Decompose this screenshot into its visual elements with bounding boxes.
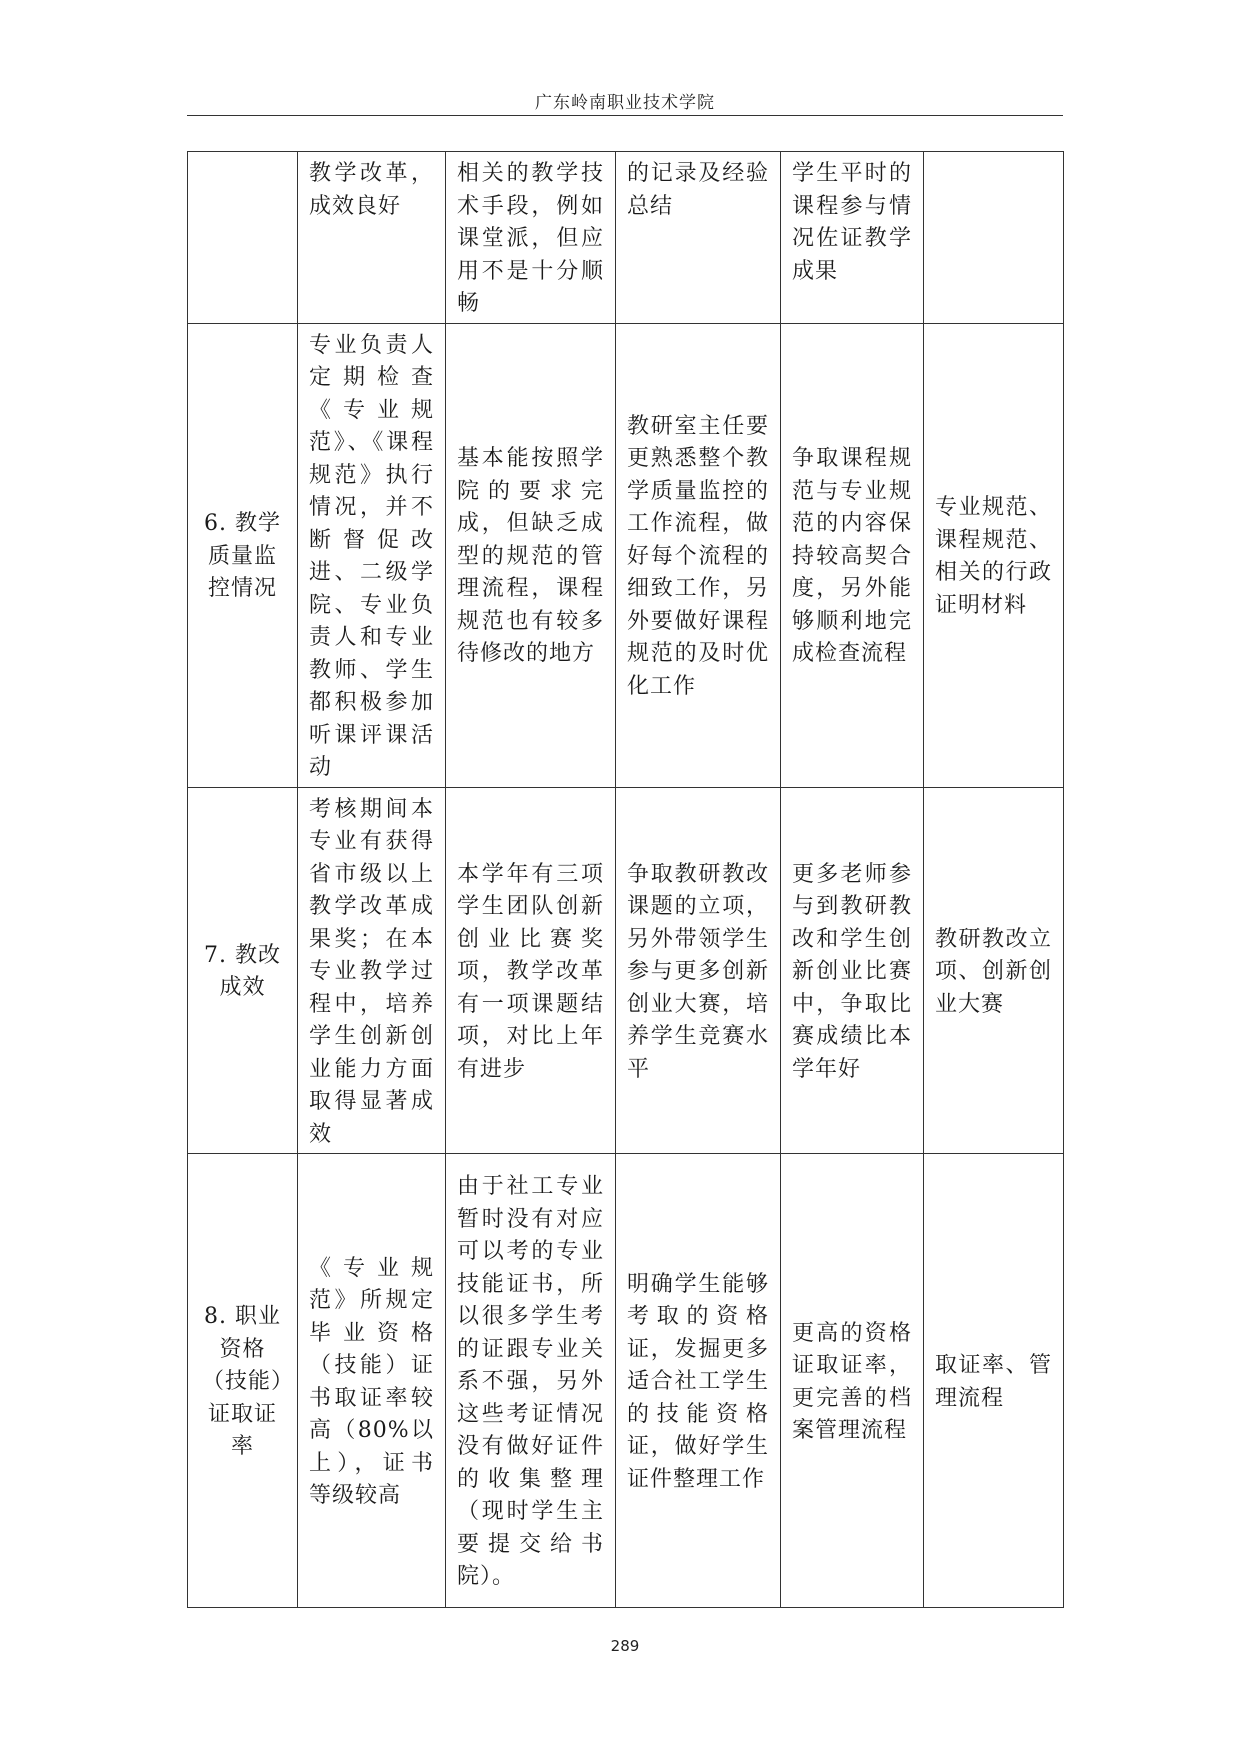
standard-text: 教学改革，成效良好: [309, 161, 434, 219]
evidence-cell: [924, 1154, 1064, 1608]
goal-cell: [781, 787, 924, 1154]
status-text: 本学年有三项学生团队创新创业比赛奖项，教学改革有一项课题结项，对比上年有进步: [457, 861, 604, 1082]
row-item-cell: [188, 1154, 298, 1608]
evaluation-table: [187, 151, 1064, 1608]
improvement-cell: [616, 1154, 781, 1608]
goal-text: 争取课程规范与专业规范的内容保持较高契合度，另外能够顺利地完成检查流程: [792, 446, 912, 667]
evidence-cell: [924, 323, 1064, 787]
standard-text: 专业负责人定期检查《专业规范》、《课程规范》执行情况，并不断督促改进、二级学院、专业负责人和专业教师、学生都积极参加听课评课活动: [309, 332, 434, 780]
evidence-cell: [924, 152, 1064, 324]
evidence-cell: [924, 787, 1064, 1154]
row-item-cell: [188, 323, 298, 787]
improvement-text: 的记录及经验总结: [627, 161, 769, 219]
row-item-text: 7. 教改成效: [204, 942, 281, 1001]
status-cell: [446, 1154, 616, 1608]
standard-cell: [298, 787, 446, 1154]
improvement-cell: [616, 152, 781, 324]
improvement-cell: [616, 787, 781, 1154]
standard-cell: [298, 152, 446, 324]
row-item-cell: [188, 152, 298, 324]
standard-cell: [298, 323, 446, 787]
standard-text: 考核期间本专业有获得省市级以上教学改革成果奖；在本专业教学过程中，培养学生创新创业能力方面取得显著成效: [309, 796, 434, 1147]
row-item-text: 6. 教学质量监控情况: [204, 511, 281, 602]
evidence-text: 教研教改立项、创新创业大赛: [935, 926, 1052, 1017]
evidence-text: 专业规范、课程规范、相关的行政证明材料: [935, 495, 1052, 618]
page-number: 289: [610, 1637, 640, 1655]
status-cell: [446, 787, 616, 1154]
improvement-cell: [616, 323, 781, 787]
status-text: 基本能按照学院的要求完成，但缺乏成型的规范的管理流程，课程规范也有较多待修改的地方: [457, 446, 604, 667]
row-item-text: 8. 职业资格（技能）证取证率: [201, 1304, 283, 1460]
status-text: 由于社工专业暂时没有对应可以考的专业技能证书，所以很多学生考的证跟专业关系不强，另外这些考证情况没有做好证件的收集整理（现时学生主要提交给书院）。: [457, 1174, 604, 1590]
status-cell: [446, 323, 616, 787]
improvement-text: 教研室主任要更熟悉整个教学质量监控的工作流程，做好每个流程的细致工作，另外要做好课程规范的及时优化工作: [627, 413, 769, 699]
evidence-text: 取证率、管理流程: [935, 1353, 1052, 1411]
table-row: [188, 152, 1064, 324]
header-divider: [187, 115, 1063, 116]
improvement-text: 争取教研教改课题的立项，另外带领学生参与更多创新创业大赛，培养学生竞赛水平: [627, 861, 769, 1082]
status-cell: [446, 152, 616, 324]
goal-cell: [781, 323, 924, 787]
page-header-title: 广东岭南职业技术学院: [535, 93, 715, 113]
goal-text: 更高的资格证取证率，更完善的档案管理流程: [792, 1320, 912, 1443]
standard-text: 《专业规范》所规定毕业资格（技能）证书取证率较高（80%以上），证书等级较高: [309, 1255, 434, 1508]
improvement-text: 明确学生能够考取的资格证，发掘更多适合社工学生的技能资格证，做好学生证件整理工作: [627, 1271, 769, 1492]
table-row: [188, 1154, 1064, 1608]
goal-text: 更多老师参与到教研教改和学生创新创业比赛中，争取比赛成绩比本学年好: [792, 861, 912, 1082]
table-row: [188, 787, 1064, 1154]
row-item-cell: [188, 787, 298, 1154]
standard-cell: [298, 1154, 446, 1608]
goal-cell: [781, 1154, 924, 1608]
goal-cell: [781, 152, 924, 324]
status-text: 相关的教学技术手段，例如课堂派，但应用不是十分顺畅: [457, 161, 604, 316]
table-row: [188, 323, 1064, 787]
goal-text: 学生平时的课程参与情况佐证教学成果: [792, 161, 912, 284]
